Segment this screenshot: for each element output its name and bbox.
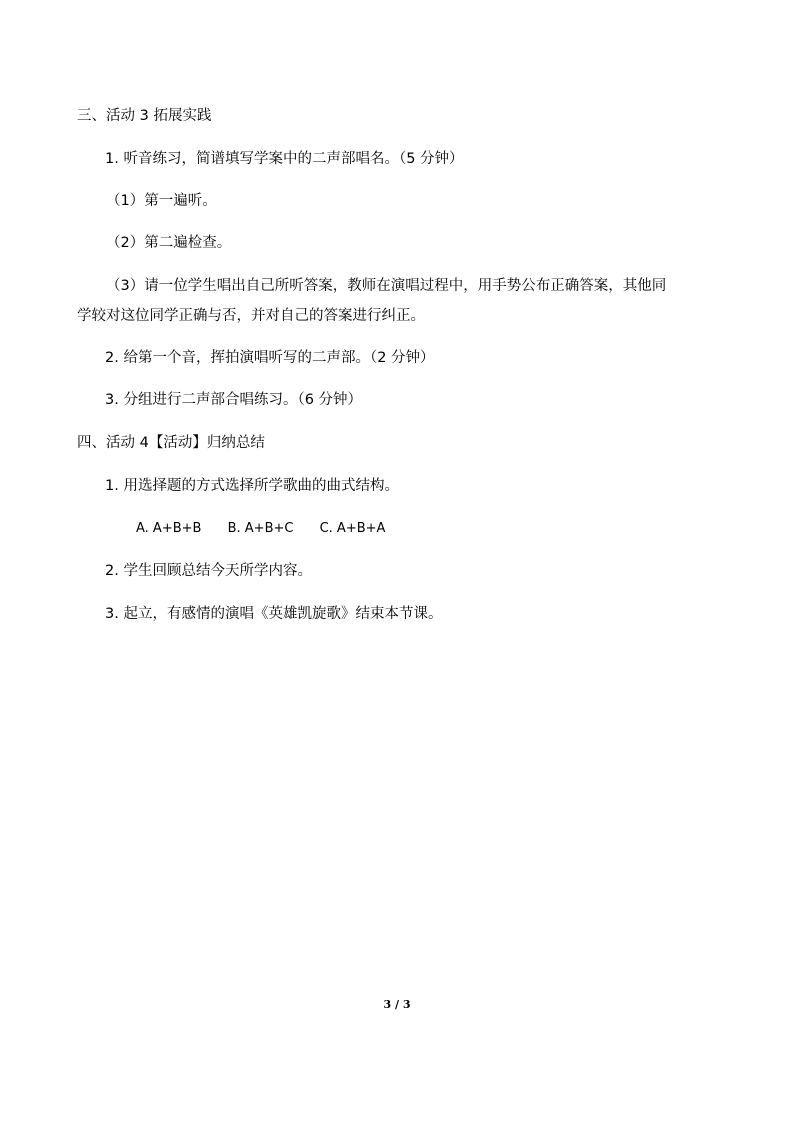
section-3-subitem-3-line-2: 学较对这位同学正确与否，并对自己的答案进行纠正。 <box>77 308 425 324</box>
section-3-subitem-1: （1）第一遍听。 <box>106 193 217 209</box>
section-3-item-2: 2. 给第一个音，挥拍演唱听写的二声部。（2 分钟） <box>105 350 435 366</box>
section-3-item-3: 3. 分组进行二声部合唱练习。（6 分钟） <box>105 392 363 408</box>
section-3-heading: 三、活动 3 拓展实践 <box>77 108 212 124</box>
section-3-subitem-2: （2）第二遍检查。 <box>106 235 232 251</box>
option-a: A. A+B+B <box>136 521 202 536</box>
section-4-heading: 四、活动 4【活动】归纳总结 <box>77 435 265 451</box>
section-3-item-1: 1. 听音练习，简谱填写学案中的二声部唱名。（5 分钟） <box>105 151 464 167</box>
option-c: C. A+B+A <box>319 521 386 536</box>
section-4-item-2: 2. 学生回顾总结今天所学内容。 <box>105 563 312 579</box>
section-3-subitem-3-line-1: （3）请一位学生唱出自己所听答案，教师在演唱过程中，用手势公布正确答案，其他同 <box>106 278 667 294</box>
option-b: B. A+B+C <box>227 521 294 536</box>
answer-options <box>136 519 385 539</box>
section-4-item-1: 1. 用选择题的方式选择所学歌曲的曲式结构。 <box>105 478 399 494</box>
section-4-item-3: 3. 起立，有感情的演唱《英雄凯旋歌》结束本节课。 <box>105 606 443 622</box>
page-number: 3 / 3 <box>383 998 411 1011</box>
